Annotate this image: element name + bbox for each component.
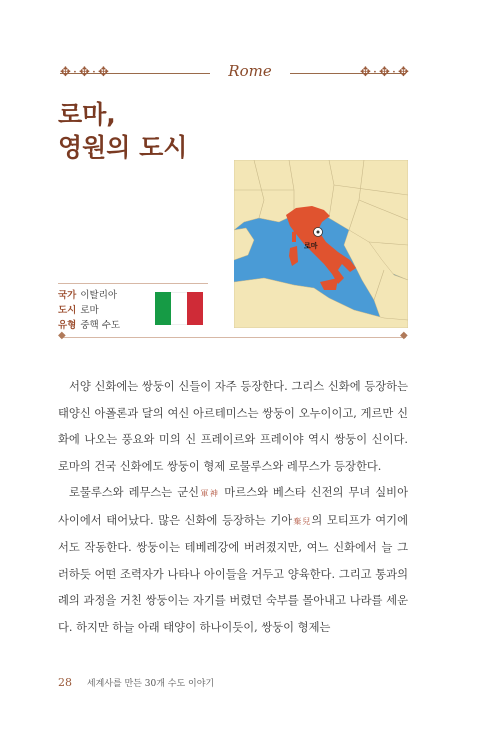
info-row-type: 유형 중핵 수도 — [58, 320, 121, 331]
corsica-shape — [292, 231, 296, 242]
info-row-country: 국가 이탈리아 — [58, 290, 118, 301]
page-title — [58, 98, 187, 164]
page-footer — [58, 676, 214, 689]
header-title: Rome — [0, 62, 500, 80]
header-ornament-right: ✥·✥·✥ — [360, 65, 411, 80]
paragraph-2: 로물루스와 레무스는 군신軍神 마르스와 베스타 신전의 무녀 실비아 사이에서 태어났다. 많은 신화에 등장하는 기아棄兒의 모티프가 여기에서도 작동한다. 쌍둥이는 테베레강에 버려졌지만, 여느 신화에서 늘 그러하듯 어떤 조력자가 나타나 아이들을 거두고 양육한다. 그리고 통과의례의 과정을 거친 쌍둥이는 자기를 버렸던 숙부를 몰아내고 나라를 세운다. 하지만 하늘 아래 태양이 하나이듯이, 쌍둥이 형제는 — [58, 486, 408, 634]
flag-green-band — [155, 292, 171, 325]
separator-ornament-left: ◆ — [58, 330, 66, 341]
flag-white-band — [171, 292, 187, 325]
book-title: 세계사를 만든 30개 수도 이야기 — [86, 679, 215, 689]
hanja-gloss: 棄兒 — [292, 516, 312, 526]
section-separator — [60, 337, 406, 338]
body-text — [58, 374, 408, 641]
page-number: 28 — [58, 676, 72, 689]
page-title-line1: 로마, — [58, 100, 116, 129]
paragraph-1: 서양 신화에는 쌍둥이 신들이 자주 등장한다. 그리스 신화에 등장하는 태양신 아폴론과 달의 여신 아르테미스는 쌍둥이 오누이이고, 게르만 신화에 나오는 풍요와 미의 신 프레이르와 프레이야 역시 쌍둥이 신이다. 로마의 건국 신화에도 쌍둥이 형제 로물루스와 레무스가 등장한다. — [58, 380, 408, 473]
hanja-gloss: 軍神 — [199, 489, 220, 498]
info-box — [58, 288, 120, 333]
flag-red-band — [187, 292, 203, 325]
separator-ornament-right: ◆ — [400, 330, 408, 341]
page-title-line2: 영원의 도시 — [58, 133, 188, 162]
info-row-city: 도시 로마 — [58, 305, 99, 316]
header-ornament-left: ✥·✥·✥ — [60, 65, 111, 80]
italy-flag — [155, 292, 203, 325]
europe-map — [234, 160, 408, 328]
rome-map-label: 로마 — [304, 242, 318, 250]
info-rule — [58, 283, 208, 284]
